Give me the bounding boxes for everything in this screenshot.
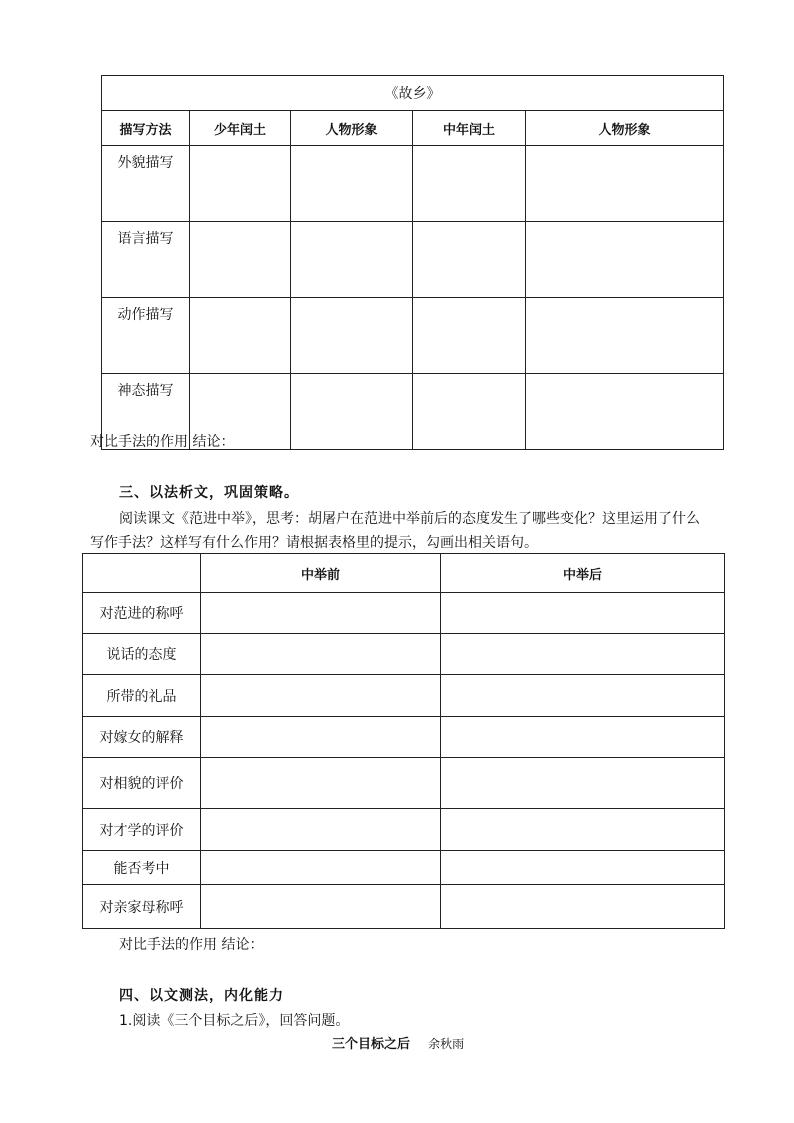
row-label: 对相貌的评价	[83, 758, 201, 809]
row-label: 动作描写	[102, 298, 190, 374]
answer-cell[interactable]	[526, 146, 724, 222]
table-row	[83, 634, 725, 675]
answer-cell[interactable]	[201, 634, 441, 675]
paragraph: 阅读课文《范进中举》，思考：胡屠户在范进中举前后的态度发生了哪些变化？这里运用了什么	[119, 511, 700, 527]
answer-cell[interactable]	[201, 851, 441, 885]
article-author: 余秋雨	[428, 1037, 465, 1051]
answer-cell[interactable]	[441, 851, 725, 885]
answer-cell[interactable]	[526, 222, 724, 298]
contrast-note: 对比手法的作用 结论：	[119, 937, 264, 953]
row-label: 对亲家母称呼	[83, 885, 201, 929]
guxiang-table	[101, 75, 724, 450]
answer-cell[interactable]	[441, 593, 725, 634]
row-label: 对嫁女的解释	[83, 717, 201, 758]
section-heading: 四、以文测法，内化能力	[119, 988, 284, 1004]
paragraph: 写作手法？这样写有什么作用？请根据表格里的提示，勾画出相关语句。	[90, 535, 538, 551]
table-row	[83, 675, 725, 717]
answer-cell[interactable]	[441, 758, 725, 809]
answer-cell[interactable]	[441, 634, 725, 675]
table-row	[83, 885, 725, 929]
header-cell: 少年闰土	[190, 111, 291, 146]
row-label: 说话的态度	[83, 634, 201, 675]
answer-cell[interactable]	[413, 298, 526, 374]
answer-cell[interactable]	[413, 222, 526, 298]
row-label: 语言描写	[102, 222, 190, 298]
row-label: 神态描写	[102, 374, 190, 450]
article-title: 三个目标之后	[332, 1037, 411, 1052]
answer-cell[interactable]	[441, 717, 725, 758]
header-cell: 描写方法	[102, 111, 190, 146]
answer-cell[interactable]	[201, 675, 441, 717]
table-row	[83, 851, 725, 885]
answer-cell[interactable]	[441, 885, 725, 929]
article-title-line	[332, 1033, 464, 1052]
header-cell: 中举前	[201, 554, 441, 593]
row-label: 对范进的称呼	[83, 593, 201, 634]
table-row	[83, 809, 725, 851]
contrast-note: 对比手法的作用 结论：	[90, 434, 235, 450]
answer-cell[interactable]	[201, 885, 441, 929]
table-row	[83, 758, 725, 809]
answer-cell[interactable]	[201, 809, 441, 851]
answer-cell[interactable]	[201, 717, 441, 758]
table-row	[83, 593, 725, 634]
row-label: 所带的礼品	[83, 675, 201, 717]
answer-cell[interactable]	[201, 593, 441, 634]
header-cell: 人物形象	[291, 111, 413, 146]
fanjin-table	[82, 553, 725, 929]
answer-cell[interactable]	[413, 374, 526, 450]
header-cell: 中年闰土	[413, 111, 526, 146]
answer-cell[interactable]	[291, 298, 413, 374]
answer-cell[interactable]	[190, 298, 291, 374]
row-label: 外貌描写	[102, 146, 190, 222]
answer-cell[interactable]	[526, 374, 724, 450]
header-cell	[83, 554, 201, 593]
row-label: 对才学的评价	[83, 809, 201, 851]
header-cell: 人物形象	[526, 111, 724, 146]
table-row	[83, 717, 725, 758]
answer-cell[interactable]	[291, 374, 413, 450]
answer-cell[interactable]	[441, 675, 725, 717]
answer-cell[interactable]	[441, 809, 725, 851]
question-item: 1.阅读《三个目标之后》，回答问题。	[119, 1013, 350, 1029]
table-title: 《故乡》	[102, 76, 724, 111]
header-cell: 中举后	[441, 554, 725, 593]
answer-cell[interactable]	[201, 758, 441, 809]
row-label: 能否考中	[83, 851, 201, 885]
table-row	[102, 222, 724, 298]
answer-cell[interactable]	[190, 146, 291, 222]
answer-cell[interactable]	[413, 146, 526, 222]
answer-cell[interactable]	[526, 298, 724, 374]
answer-cell[interactable]	[291, 146, 413, 222]
answer-cell[interactable]	[291, 222, 413, 298]
section-heading: 三、以法析文，巩固策略。	[119, 485, 299, 501]
table-row	[102, 146, 724, 222]
answer-cell[interactable]	[190, 222, 291, 298]
table-row	[102, 298, 724, 374]
